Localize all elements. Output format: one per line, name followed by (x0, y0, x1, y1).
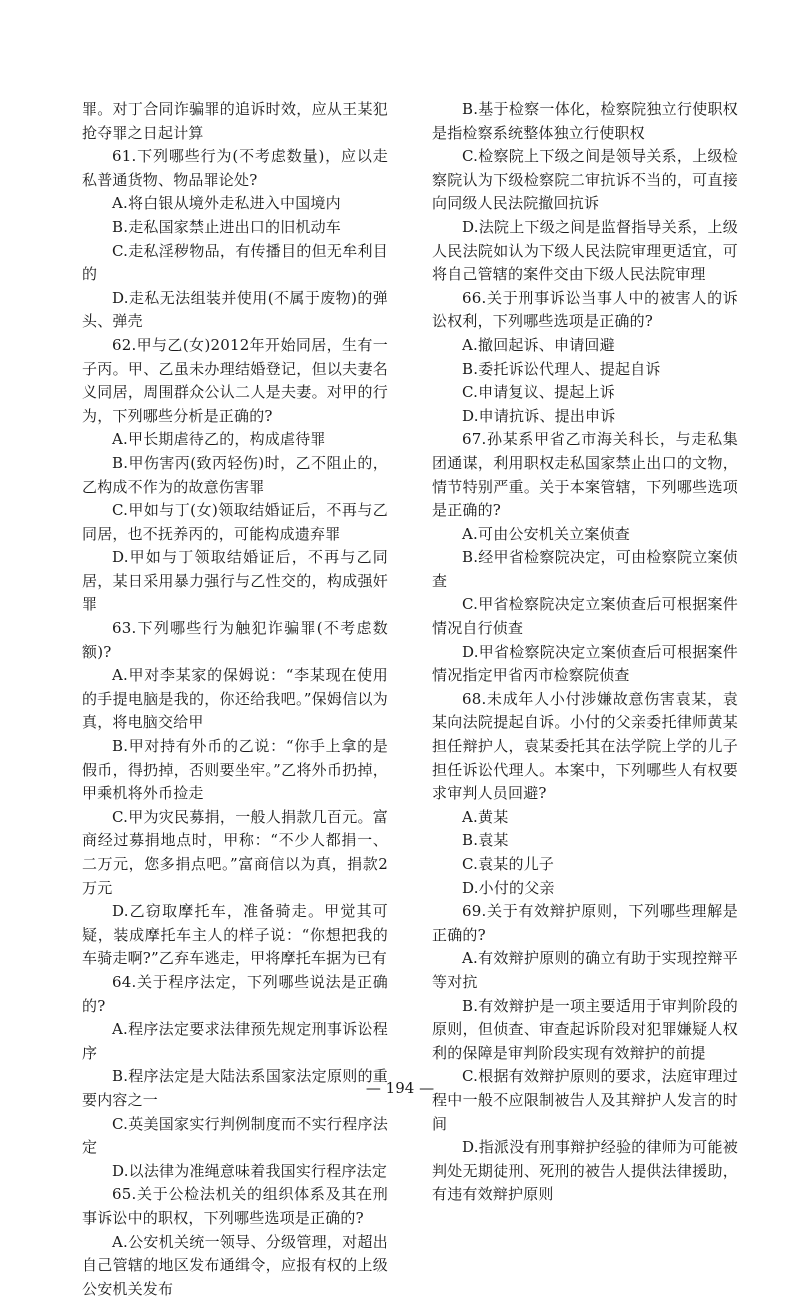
paragraph: 63.下列哪些行为触犯诈骗罪(不考虑数额)? (82, 617, 388, 664)
paragraph: 67.孙某系甲省乙市海关科长，与走私集团通谋，利用职权走私国家禁止出口的文物，情节特别严重。关于本案管辖，下列哪些选项是正确的? (432, 428, 738, 522)
paragraph: C.甲省检察院决定立案侦查后可根据案件情况自行侦查 (432, 593, 738, 640)
paragraph: A.撤回起诉、申请回避 (432, 334, 738, 358)
paragraph: A.有效辩护原则的确立有助于实现控辩平等对抗 (432, 947, 738, 994)
paragraph: C.申请复议、提起上诉 (432, 381, 738, 405)
paragraph: D.甲省检察院决定立案侦查后可根据案件情况指定甲省丙市检察院侦查 (432, 641, 738, 688)
paragraph: B.有效辩护是一项主要适用于审判阶段的原则，但侦查、审查起诉阶段对犯罪嫌疑人权利的保障是审判阶段实现有效辩护的前提 (432, 995, 738, 1066)
paragraph: D.以法律为准绳意味着我国实行程序法定 (82, 1160, 388, 1184)
paragraph: A.甲对李某家的保姆说：“李某现在使用的手提电脑是我的，你还给我吧。”保姆信以为真，将电脑交给甲 (82, 664, 388, 735)
paragraph: B.程序法定是大陆法系国家法定原则的重要内容之一 (82, 1065, 388, 1112)
paragraph: A.将白银从境外走私进入中国境内 (82, 192, 388, 216)
paragraph: 罪。对丁合同诈骗罪的追诉时效，应从王某犯抢夺罪之日起计算 (82, 98, 388, 145)
paragraph: C.英美国家实行判例制度而不实行程序法定 (82, 1113, 388, 1160)
paragraph: A.程序法定要求法律预先规定刑事诉讼程序 (82, 1018, 388, 1065)
paragraph: D.甲如与丁领取结婚证后，不再与乙同居，某日采用暴力强行与乙性交的，构成强奸罪 (82, 546, 388, 617)
paragraph: B.经甲省检察院决定，可由检察院立案侦查 (432, 546, 738, 593)
paragraph: 61.下列哪些行为(不考虑数量)，应以走私普通货物、物品罪论处? (82, 145, 388, 192)
paragraph: D.小付的父亲 (432, 877, 738, 901)
paragraph: D.指派没有刑事辩护经验的律师为可能被判处无期徒刑、死刑的被告人提供法律援助，有违有效辩护原则 (432, 1136, 738, 1207)
paragraph: B.委托诉讼代理人、提起自诉 (432, 358, 738, 382)
paragraph: C.甲为灾民募捐，一般人捐款几百元。富商经过募捐地点时，甲称：“不少人都捐一、二万元，您多捐点吧。”富商信以为真，捐款2万元 (82, 806, 388, 900)
paragraph: A.可由公安机关立案侦查 (432, 523, 738, 547)
paragraph: D.申请抗诉、提出申诉 (432, 405, 738, 429)
paragraph: B.袁某 (432, 829, 738, 853)
paragraph: 66.关于刑事诉讼当事人中的被害人的诉讼权利，下列哪些选项是正确的? (432, 287, 738, 334)
paragraph: B.走私国家禁止进出口的旧机动车 (82, 216, 388, 240)
left-column (82, 98, 388, 1301)
paragraph: 65.关于公检法机关的组织体系及其在刑事诉讼中的职权，下列哪些选项是正确的? (82, 1183, 388, 1230)
paragraph: C.袁某的儿子 (432, 853, 738, 877)
paragraph: D.法院上下级之间是监督指导关系，上级人民法院如认为下级人民法院审理更适宜，可将自己管辖的案件交由下级人民法院审理 (432, 216, 738, 287)
paragraph: C.甲如与丁(女)领取结婚证后，不再与乙同居，也不抚养丙的，可能构成遗弃罪 (82, 499, 388, 546)
paragraph: D.乙窃取摩托车，准备骑走。甲觉其可疑，装成摩托车主人的样子说：“你想把我的车骑走啊?”乙弃车逃走，甲将摩托车据为已有 (82, 900, 388, 971)
paragraph: A.甲长期虐待乙的，构成虐待罪 (82, 428, 388, 452)
paragraph: D.走私无法组装并使用(不属于废物)的弹头、弹壳 (82, 287, 388, 334)
paragraph: C.检察院上下级之间是领导关系，上级检察院认为下级检察院二审抗诉不当的，可直接向同级人民法院撤回抗诉 (432, 145, 738, 216)
paragraph: C.根据有效辩护原则的要求，法庭审理过程中一般不应限制被告人及其辩护人发言的时间 (432, 1065, 738, 1136)
paragraph: B.甲伤害丙(致丙轻伤)时，乙不阻止的，乙构成不作为的故意伤害罪 (82, 452, 388, 499)
paragraph: 62.甲与乙(女)2012年开始同居，生有一子丙。甲、乙虽未办理结婚登记，但以夫妻名义同居，周围群众公认二人是夫妻。对甲的行为，下列哪些分析是正确的? (82, 334, 388, 428)
paragraph: A.公安机关统一领导、分级管理，对超出自己管辖的地区发布通缉令，应报有权的上级公安机关发布 (82, 1231, 388, 1301)
right-column (432, 98, 738, 1207)
paragraph: C.走私淫秽物品，有传播目的但无牟利目的 (82, 240, 388, 287)
paragraph: 69.关于有效辩护原则，下列哪些理解是正确的? (432, 900, 738, 947)
paragraph: B.基于检察一体化，检察院独立行使职权是指检察系统整体独立行使职权 (432, 98, 738, 145)
paragraph: 68.未成年人小付涉嫌故意伤害袁某，袁某向法院提起自诉。小付的父亲委托律师黄某担任辩护人，袁某委托其在法学院上学的儿子担任诉讼代理人。本案中，下列哪些人有权要求审判人员回避? (432, 688, 738, 806)
paragraph: B.甲对持有外币的乙说：“你手上拿的是假币，得扔掉，否则要坐牢。”乙将外币扔掉，甲乘机将外币捡走 (82, 735, 388, 806)
paragraph: 64.关于程序法定，下列哪些说法是正确的? (82, 971, 388, 1018)
page-number: — 194 — (0, 1079, 800, 1097)
paragraph: A.黄某 (432, 806, 738, 830)
